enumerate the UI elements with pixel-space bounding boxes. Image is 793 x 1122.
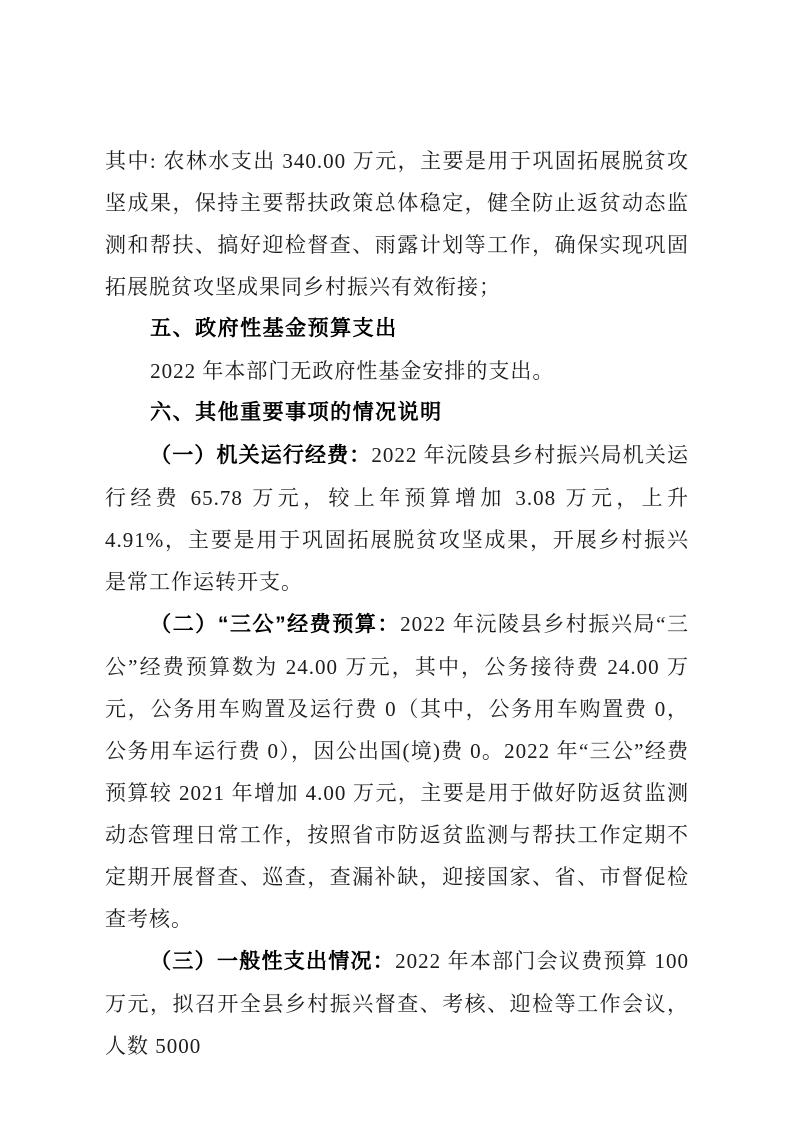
paragraph: （三）一般性支出情况：2022 年本部门会议费预算 100 万元，拟召开全县乡村振兴督查、考核、迎检等工作会议，人数 5000: [105, 949, 690, 1058]
paragraph: 其中: 农林水支出 340.00 万元，主要是用于巩固拓展脱贫攻坚成果，保持主要帮扶政策总体稳定，健全防止返贫动态监测和帮扶、搞好迎检督查、雨露计划等工作，确保实现巩固拓展脱贫攻坚成果同乡村振兴有效衔接；: [105, 149, 689, 299]
document-body: [105, 140, 689, 1067]
paragraph-lead: （二）“三公”经费预算：: [150, 613, 401, 636]
section-heading: 五、政府性基金预算支出: [150, 317, 398, 340]
paragraph-lead: （三）一般性支出情况：: [150, 950, 396, 973]
paragraph: 2022 年本部门无政府性基金安排的支出。: [150, 359, 555, 383]
paragraph-lead: （一）机关运行经费：: [150, 444, 372, 467]
paragraph: （二）“三公”经费预算：2022 年沅陵县乡村振兴局“三公”经费预算数为 24.00 万元，其中，公务接待费 24.00 万元，公务用车购置及运行费 0（其中，公务用车购置费 0，公务用车运行费 0），因公出国(境)费 0。2022 年“三公”经费预算较 2021 年增加 4.00 万元，主要是用于做好防返贫监测动态管理日常工作，按照省市防返贫监测与帮扶工作定期不定期开展督查、巡查，查漏补缺，迎接国家、省、市督促检查考核。: [105, 612, 689, 931]
paragraph: （一）机关运行经费：2022 年沅陵县乡村振兴局机关运行经费 65.78 万元，较上年预算增加 3.08 万元，上升 4.91%，主要是用于巩固拓展脱贫攻坚成果，开展乡村振兴是常工作运转开支。: [105, 443, 690, 594]
section-heading: 六、其他重要事项的情况说明: [150, 401, 443, 424]
